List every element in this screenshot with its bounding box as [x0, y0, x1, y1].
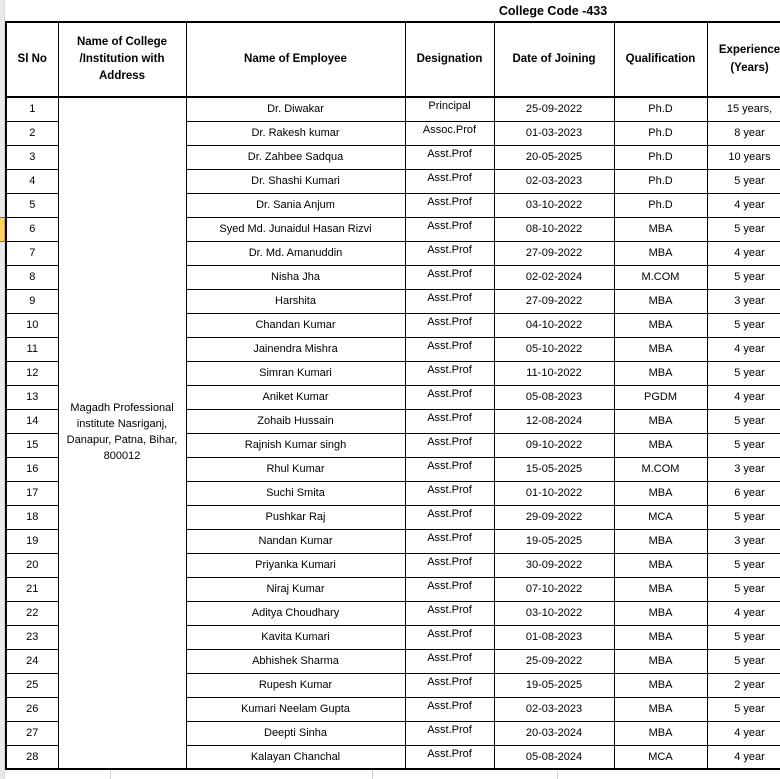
sl-no-cell[interactable]: 5 — [6, 193, 58, 217]
college-code-title[interactable]: College Code -433 — [498, 3, 608, 18]
sl-no-cell[interactable]: 19 — [6, 529, 58, 553]
date-of-joining-cell[interactable]: 01-08-2023 — [494, 625, 614, 649]
sl-no-cell[interactable]: 26 — [6, 697, 58, 721]
date-of-joining-cell[interactable]: 01-10-2022 — [494, 481, 614, 505]
table-header — [6, 22, 780, 97]
experience-cell[interactable]: 2 year — [707, 673, 780, 697]
employee-name-cell[interactable]: Nandan Kumar — [186, 529, 405, 553]
employee-name-cell[interactable]: Dr. Rakesh kumar — [186, 121, 405, 145]
designation-cell[interactable]: Asst.Prof — [405, 577, 494, 601]
employee-name-cell[interactable]: Abhishek Sharma — [186, 649, 405, 673]
designation-cell[interactable]: Asst.Prof — [405, 361, 494, 385]
designation-cell[interactable]: Assoc.Prof — [405, 121, 494, 145]
sl-no-cell[interactable]: 15 — [6, 433, 58, 457]
sl-no-cell[interactable]: 14 — [6, 409, 58, 433]
employee-name-cell[interactable]: Dr. Sania Anjum — [186, 193, 405, 217]
gridline-stub — [372, 770, 373, 779]
designation-cell[interactable]: Asst.Prof — [405, 337, 494, 361]
employee-name-cell[interactable]: Dr. Zahbee Sadqua — [186, 145, 405, 169]
employee-name-cell[interactable]: Kumari Neelam Gupta — [186, 697, 405, 721]
experience-cell[interactable]: 5 year — [707, 649, 780, 673]
qualification-cell[interactable]: MCA — [614, 505, 707, 529]
experience-cell[interactable]: 5 year — [707, 625, 780, 649]
designation-cell[interactable]: Asst.Prof — [405, 433, 494, 457]
sl-no-cell[interactable]: 6 — [6, 217, 58, 241]
employee-name-cell[interactable]: Rupesh Kumar — [186, 673, 405, 697]
employee-name-cell[interactable]: Niraj Kumar — [186, 577, 405, 601]
qualification-cell[interactable]: MBA — [614, 529, 707, 553]
qualification-cell[interactable]: Ph.D — [614, 97, 707, 121]
experience-cell[interactable]: 4 year — [707, 721, 780, 745]
experience-cell[interactable]: 3 year — [707, 289, 780, 313]
sl-no-cell[interactable]: 20 — [6, 553, 58, 577]
experience-cell[interactable]: 5 year — [707, 409, 780, 433]
designation-cell[interactable]: Asst.Prof — [405, 553, 494, 577]
experience-cell[interactable]: 6 year — [707, 481, 780, 505]
employee-name-cell[interactable]: Kalayan Chanchal — [186, 745, 405, 769]
employee-table-body — [6, 97, 780, 769]
employee-name-cell[interactable]: Chandan Kumar — [186, 313, 405, 337]
employee-name-cell[interactable]: Dr. Shashi Kumari — [186, 169, 405, 193]
sl-no-cell[interactable]: 4 — [6, 169, 58, 193]
employee-name-cell[interactable]: Simran Kumari — [186, 361, 405, 385]
qualification-cell[interactable]: MBA — [614, 361, 707, 385]
designation-cell[interactable]: Asst.Prof — [405, 721, 494, 745]
experience-cell[interactable]: 5 year — [707, 553, 780, 577]
designation-cell[interactable]: Asst.Prof — [405, 169, 494, 193]
experience-cell[interactable]: 4 year — [707, 601, 780, 625]
date-of-joining-cell[interactable]: 03-10-2022 — [494, 193, 614, 217]
employee-name-cell[interactable]: Rhul Kumar — [186, 457, 405, 481]
qualification-cell[interactable]: MBA — [614, 721, 707, 745]
sl-no-cell[interactable]: 27 — [6, 721, 58, 745]
qualification-cell[interactable]: M.COM — [614, 265, 707, 289]
qualification-cell[interactable]: MBA — [614, 313, 707, 337]
header-experience[interactable]: Experience (Years) — [707, 22, 780, 97]
experience-cell[interactable]: 3 year — [707, 457, 780, 481]
designation-cell[interactable]: Asst.Prof — [405, 241, 494, 265]
header-designation[interactable]: Designation — [405, 22, 494, 97]
header-sl-no[interactable]: Sl No — [6, 22, 58, 97]
qualification-cell[interactable]: PGDM — [614, 385, 707, 409]
qualification-cell[interactable]: MBA — [614, 409, 707, 433]
sl-no-cell[interactable]: 13 — [6, 385, 58, 409]
experience-cell[interactable]: 4 year — [707, 193, 780, 217]
qualification-cell[interactable]: MBA — [614, 289, 707, 313]
experience-cell[interactable]: 5 year — [707, 313, 780, 337]
sl-no-cell[interactable]: 16 — [6, 457, 58, 481]
sl-no-cell[interactable]: 28 — [6, 745, 58, 769]
employee-name-cell[interactable]: Harshita — [186, 289, 405, 313]
employee-name-cell[interactable]: Kavita Kumari — [186, 625, 405, 649]
qualification-cell[interactable]: MBA — [614, 649, 707, 673]
experience-cell[interactable]: 5 year — [707, 697, 780, 721]
date-of-joining-cell[interactable]: 27-09-2022 — [494, 241, 614, 265]
employee-name-cell[interactable]: Dr. Diwakar — [186, 97, 405, 121]
date-of-joining-cell[interactable]: 01-03-2023 — [494, 121, 614, 145]
experience-cell[interactable]: 10 years — [707, 145, 780, 169]
qualification-cell[interactable]: MBA — [614, 673, 707, 697]
employee-table — [5, 21, 780, 770]
qualification-cell[interactable]: MBA — [614, 601, 707, 625]
designation-cell[interactable]: Asst.Prof — [405, 409, 494, 433]
designation-cell[interactable]: Asst.Prof — [405, 505, 494, 529]
designation-cell[interactable]: Asst.Prof — [405, 385, 494, 409]
experience-cell[interactable]: 3 year — [707, 529, 780, 553]
qualification-cell[interactable]: MBA — [614, 337, 707, 361]
designation-cell[interactable]: Asst.Prof — [405, 217, 494, 241]
qualification-cell[interactable]: Ph.D — [614, 193, 707, 217]
date-of-joining-cell[interactable]: 30-09-2022 — [494, 553, 614, 577]
employee-name-cell[interactable]: Rajnish Kumar singh — [186, 433, 405, 457]
employee-name-cell[interactable]: Deepti Sinha — [186, 721, 405, 745]
designation-cell[interactable]: Asst.Prof — [405, 649, 494, 673]
employee-name-cell[interactable]: Aniket Kumar — [186, 385, 405, 409]
employee-name-cell[interactable]: Suchi Smita — [186, 481, 405, 505]
employee-name-cell[interactable]: Aditya Choudhary — [186, 601, 405, 625]
sl-no-cell[interactable]: 10 — [6, 313, 58, 337]
qualification-cell[interactable]: Ph.D — [614, 121, 707, 145]
designation-cell[interactable]: Asst.Prof — [405, 745, 494, 769]
sl-no-cell[interactable]: 17 — [6, 481, 58, 505]
experience-cell[interactable]: 5 year — [707, 433, 780, 457]
designation-cell[interactable]: Principal — [405, 97, 494, 121]
designation-cell[interactable]: Asst.Prof — [405, 265, 494, 289]
date-of-joining-cell[interactable]: 20-05-2025 — [494, 145, 614, 169]
sl-no-cell[interactable]: 7 — [6, 241, 58, 265]
header-employee[interactable]: Name of Employee — [186, 22, 405, 97]
date-of-joining-cell[interactable]: 02-03-2023 — [494, 169, 614, 193]
header-date-joining[interactable]: Date of Joining — [494, 22, 614, 97]
gridline-stub — [557, 770, 558, 779]
experience-cell[interactable]: 4 year — [707, 241, 780, 265]
designation-cell[interactable]: Asst.Prof — [405, 481, 494, 505]
date-of-joining-cell[interactable]: 29-09-2022 — [494, 505, 614, 529]
gridline-stub — [110, 770, 111, 779]
designation-cell[interactable]: Asst.Prof — [405, 193, 494, 217]
sl-no-cell[interactable]: 3 — [6, 145, 58, 169]
sl-no-cell[interactable]: 23 — [6, 625, 58, 649]
date-of-joining-cell[interactable]: 05-08-2023 — [494, 385, 614, 409]
date-of-joining-cell[interactable]: 02-02-2024 — [494, 265, 614, 289]
sl-no-cell[interactable]: 9 — [6, 289, 58, 313]
date-of-joining-cell[interactable]: 27-09-2022 — [494, 289, 614, 313]
employee-name-cell[interactable]: Dr. Md. Amanuddin — [186, 241, 405, 265]
designation-cell[interactable]: Asst.Prof — [405, 625, 494, 649]
table-row — [6, 97, 780, 121]
experience-cell[interactable]: 5 year — [707, 505, 780, 529]
employee-name-cell[interactable]: Pushkar Raj — [186, 505, 405, 529]
sl-no-cell[interactable]: 12 — [6, 361, 58, 385]
date-of-joining-cell[interactable]: 19-05-2025 — [494, 673, 614, 697]
qualification-cell[interactable]: MBA — [614, 625, 707, 649]
qualification-cell[interactable]: MBA — [614, 553, 707, 577]
qualification-cell[interactable]: MBA — [614, 697, 707, 721]
date-of-joining-cell[interactable]: 20-03-2024 — [494, 721, 614, 745]
date-of-joining-cell[interactable]: 03-10-2022 — [494, 601, 614, 625]
employee-name-cell[interactable]: Zohaib Hussain — [186, 409, 405, 433]
designation-cell[interactable]: Asst.Prof — [405, 601, 494, 625]
date-of-joining-cell[interactable]: 09-10-2022 — [494, 433, 614, 457]
qualification-cell[interactable]: MBA — [614, 241, 707, 265]
sl-no-cell[interactable]: 22 — [6, 601, 58, 625]
designation-cell[interactable]: Asst.Prof — [405, 457, 494, 481]
designation-cell[interactable]: Asst.Prof — [405, 313, 494, 337]
date-of-joining-cell[interactable]: 19-05-2025 — [494, 529, 614, 553]
employee-name-cell[interactable]: Nisha Jha — [186, 265, 405, 289]
qualification-cell[interactable]: MBA — [614, 217, 707, 241]
sl-no-cell[interactable]: 2 — [6, 121, 58, 145]
date-of-joining-cell[interactable]: 05-08-2024 — [494, 745, 614, 769]
designation-cell[interactable]: Asst.Prof — [405, 289, 494, 313]
sl-no-cell[interactable]: 21 — [6, 577, 58, 601]
sl-no-cell[interactable]: 18 — [6, 505, 58, 529]
experience-cell[interactable]: 5 year — [707, 361, 780, 385]
experience-cell[interactable]: 4 year — [707, 385, 780, 409]
qualification-cell[interactable]: Ph.D — [614, 169, 707, 193]
qualification-cell[interactable]: MBA — [614, 481, 707, 505]
designation-cell[interactable]: Asst.Prof — [405, 145, 494, 169]
designation-cell[interactable]: Asst.Prof — [405, 529, 494, 553]
experience-cell[interactable]: 5 year — [707, 217, 780, 241]
date-of-joining-cell[interactable]: 25-09-2022 — [494, 97, 614, 121]
date-of-joining-cell[interactable]: 05-10-2022 — [494, 337, 614, 361]
experience-cell[interactable]: 15 years, — [707, 97, 780, 121]
designation-cell[interactable]: Asst.Prof — [405, 673, 494, 697]
employee-name-cell[interactable]: Priyanka Kumari — [186, 553, 405, 577]
employee-name-cell[interactable]: Jainendra Mishra — [186, 337, 405, 361]
qualification-cell[interactable]: Ph.D — [614, 145, 707, 169]
experience-cell[interactable]: 8 year — [707, 121, 780, 145]
header-qualification[interactable]: Qualification — [614, 22, 707, 97]
qualification-cell[interactable]: MCA — [614, 745, 707, 769]
qualification-cell[interactable]: MBA — [614, 433, 707, 457]
experience-cell[interactable]: 4 year — [707, 745, 780, 769]
experience-cell[interactable]: 4 year — [707, 337, 780, 361]
sl-no-cell[interactable]: 24 — [6, 649, 58, 673]
date-of-joining-cell[interactable]: 08-10-2022 — [494, 217, 614, 241]
date-of-joining-cell[interactable]: 11-10-2022 — [494, 361, 614, 385]
date-of-joining-cell[interactable]: 12-08-2024 — [494, 409, 614, 433]
header-college[interactable]: Name of College /Institution with Address — [58, 22, 186, 97]
employee-name-cell[interactable]: Syed Md. Junaidul Hasan Rizvi — [186, 217, 405, 241]
sl-no-cell[interactable]: 25 — [6, 673, 58, 697]
experience-cell[interactable]: 5 year — [707, 169, 780, 193]
experience-cell[interactable]: 5 year — [707, 577, 780, 601]
designation-cell[interactable]: Asst.Prof — [405, 697, 494, 721]
date-of-joining-cell[interactable]: 04-10-2022 — [494, 313, 614, 337]
sl-no-cell[interactable]: 8 — [6, 265, 58, 289]
date-of-joining-cell[interactable]: 25-09-2022 — [494, 649, 614, 673]
sl-no-cell[interactable]: 1 — [6, 97, 58, 121]
date-of-joining-cell[interactable]: 15-05-2025 — [494, 457, 614, 481]
sl-no-cell[interactable]: 11 — [6, 337, 58, 361]
qualification-cell[interactable]: MBA — [614, 577, 707, 601]
college-address-cell[interactable]: Magadh Professional institute Nasriganj, Danapur, Patna, Bihar, 800012 — [58, 97, 186, 769]
qualification-cell[interactable]: M.COM — [614, 457, 707, 481]
experience-cell[interactable]: 5 year — [707, 265, 780, 289]
header-row — [6, 22, 780, 97]
date-of-joining-cell[interactable]: 02-03-2023 — [494, 697, 614, 721]
date-of-joining-cell[interactable]: 07-10-2022 — [494, 577, 614, 601]
